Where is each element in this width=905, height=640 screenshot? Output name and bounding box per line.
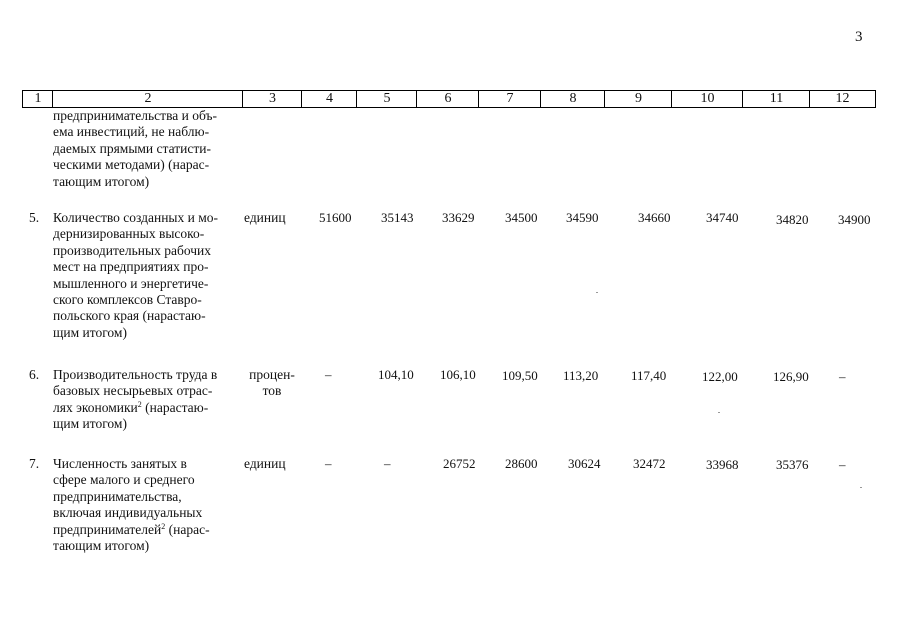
value-cell: 34820 [776, 212, 809, 227]
footnote-mark: 2 [137, 399, 142, 409]
name-line: включая индивидуальных [53, 505, 203, 521]
value-cell: 33968 [706, 457, 739, 472]
name-line: тающим итогом) [53, 538, 150, 554]
unit-label: единиц [244, 210, 286, 225]
name-line: Производительность труда в [53, 367, 218, 382]
name-line: Количество созданных и мо- [53, 210, 219, 225]
value-cell: 113,20 [563, 368, 599, 383]
value-cell: – [839, 369, 846, 384]
value-cell: – [325, 367, 332, 382]
value-cell: 122,00 [702, 369, 738, 384]
name-line-part: лях экономики [53, 399, 138, 415]
header-cell-9: 9 [604, 90, 672, 108]
name-line: сфере малого и среднего [53, 472, 195, 488]
value-cell: 34500 [505, 210, 538, 225]
value-cell: 34900 [838, 212, 871, 227]
name-line-part: (нарастаю- [145, 399, 209, 415]
unit-label [244, 367, 300, 400]
value-cell: – [325, 456, 332, 471]
name-line: мест на предприятиях про- [53, 259, 209, 275]
header-cell-7: 7 [478, 90, 541, 108]
value-cell: 28600 [505, 456, 538, 471]
value-cell: 34660 [638, 210, 671, 225]
unit-line: процен- [249, 367, 295, 382]
row-number: 6. [29, 367, 40, 382]
scan-speck [596, 292, 598, 293]
name-line-part: (нарас- [168, 521, 210, 537]
scan-speck [860, 487, 862, 488]
name-line: ского комплексов Ставро- [53, 292, 202, 308]
indicator-name [53, 367, 239, 433]
value-cell: 30624 [568, 456, 601, 471]
header-cell-4: 4 [301, 90, 357, 108]
value-cell: 34740 [706, 210, 739, 225]
value-cell: 106,10 [440, 367, 476, 382]
header-cell-8: 8 [540, 90, 605, 108]
value-cell: 117,40 [631, 368, 667, 383]
value-cell: – [839, 457, 846, 472]
header-cell-5: 5 [356, 90, 417, 108]
header-cell-3: 3 [242, 90, 302, 108]
name-line: дернизированных высоко- [53, 226, 205, 242]
continuation-line: предпринимательства и объ- [53, 108, 217, 123]
row-number: 5. [29, 210, 40, 225]
continuation-text [53, 108, 239, 190]
value-cell: 26752 [443, 456, 476, 471]
header-cell-10: 10 [671, 90, 743, 108]
continuation-line: ческими методами) (нарас- [53, 157, 210, 173]
unit-label: единиц [244, 456, 286, 471]
continuation-line: ема инвестиций, не наблю- [53, 124, 210, 140]
name-line: щим итогом) [53, 416, 127, 432]
value-cell: 34590 [566, 210, 599, 225]
name-line: Численность занятых в [53, 456, 187, 471]
value-cell: – [384, 456, 391, 471]
name-line: щим итогом) [53, 324, 127, 340]
continuation-line: тающим итогом) [53, 173, 150, 189]
value-cell: 51600 [319, 210, 352, 225]
value-cell: 35143 [381, 210, 414, 225]
continuation-line: даемых прямыми статисти- [53, 140, 211, 156]
header-cell-11: 11 [742, 90, 810, 108]
name-line: производительных рабочих [53, 242, 211, 258]
name-line: мышленного и энергетиче- [53, 275, 209, 291]
value-cell: 33629 [442, 210, 475, 225]
name-line: польского края (нарастаю- [53, 308, 206, 324]
value-cell: 32472 [633, 456, 666, 471]
value-cell: 104,10 [378, 367, 414, 382]
footnote-mark: 2 [161, 521, 166, 531]
row-number: 7. [29, 456, 40, 471]
header-cell-6: 6 [416, 90, 479, 108]
name-line [53, 400, 239, 416]
value-cell: 109,50 [502, 368, 538, 383]
header-cell-2: 2 [52, 90, 243, 108]
name-line: базовых несырьевых отрас- [53, 383, 213, 399]
page-number: 3 [855, 29, 863, 45]
name-line-part: предпринимателей [53, 521, 162, 537]
value-cell: 35376 [776, 457, 809, 472]
value-cell: 126,90 [773, 369, 809, 384]
indicator-name [53, 210, 239, 341]
unit-line: тов [262, 383, 282, 399]
name-line [53, 522, 239, 538]
header-cell-1: 1 [22, 90, 53, 108]
indicator-name [53, 456, 239, 554]
name-line: предпринимательства, [53, 488, 182, 504]
header-cell-12: 12 [809, 90, 876, 108]
scan-speck [718, 412, 720, 413]
